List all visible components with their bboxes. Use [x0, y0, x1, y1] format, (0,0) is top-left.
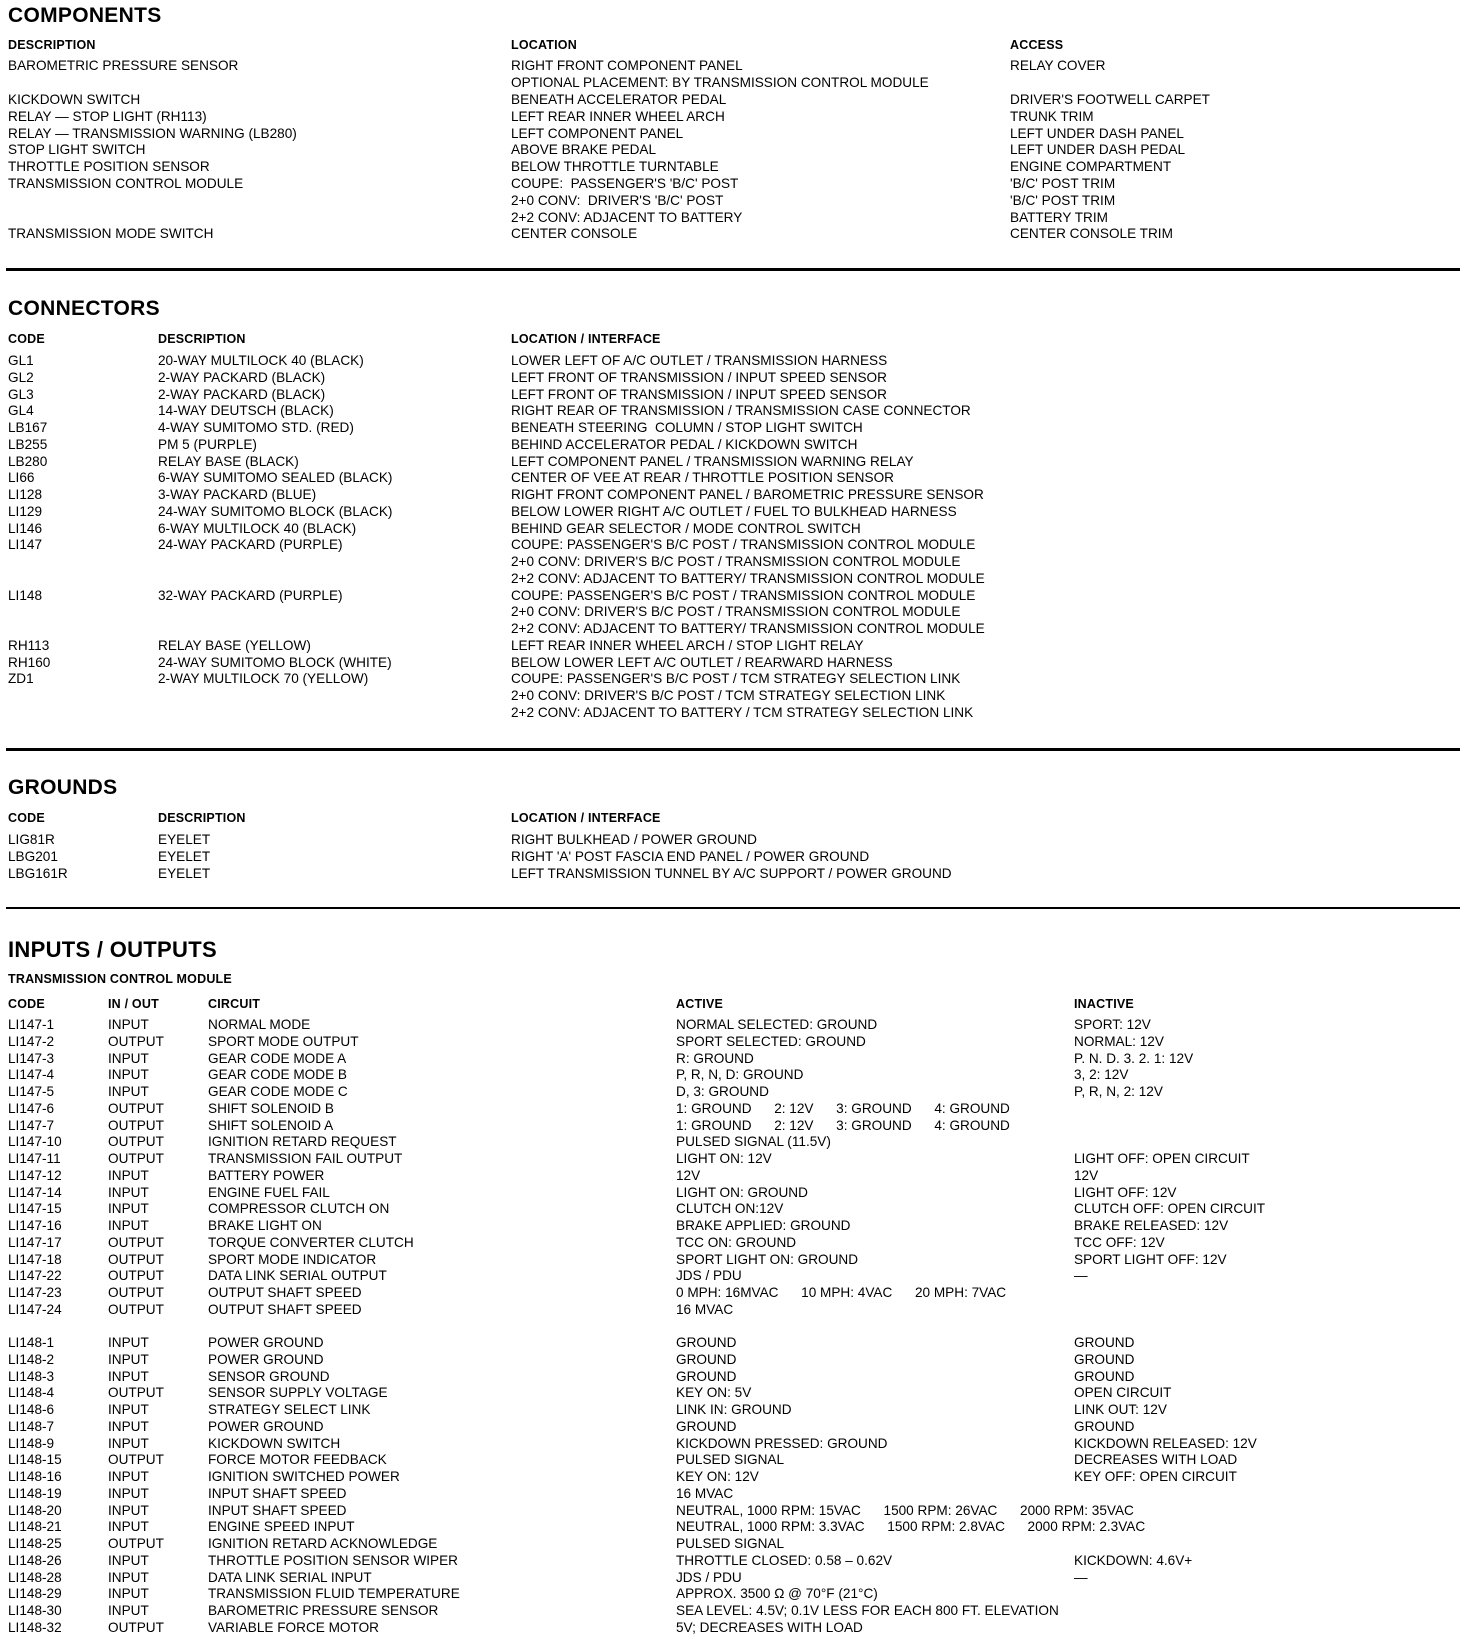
component-access: TRUNK TRIM — [1010, 109, 1094, 124]
component-access: CENTER CONSOLE TRIM — [1010, 226, 1173, 241]
io-code: LI148-25 — [8, 1536, 62, 1551]
connector-code: GL1 — [8, 353, 34, 368]
io-code: LI148-28 — [8, 1569, 62, 1585]
io-inactive: KICKDOWN RELEASED: 12V — [1074, 1435, 1257, 1451]
io-inout: INPUT — [108, 1368, 149, 1384]
io-circuit: SENSOR SUPPLY VOLTAGE — [208, 1385, 388, 1401]
io-active: LIGHT ON: GROUND — [676, 1184, 808, 1200]
io-header-inout: IN / OUT — [108, 997, 159, 1011]
io-inout: OUTPUT — [108, 1134, 164, 1150]
io-inactive: — — [1074, 1569, 1088, 1585]
io-code: LI147-16 — [8, 1218, 62, 1233]
io-inactive: SPORT: 12V — [1074, 1017, 1151, 1032]
io-code: LI148-20 — [8, 1502, 62, 1518]
connectors-header-description: DESCRIPTION — [158, 332, 246, 346]
io-inactive: KICKDOWN: 4.6V+ — [1074, 1552, 1193, 1568]
io-inactive: OPEN CIRCUIT — [1074, 1385, 1172, 1401]
io-inout: OUTPUT — [108, 1234, 164, 1250]
ground-description: EYELET — [158, 865, 211, 881]
ground-code: LBG161R — [8, 865, 68, 881]
io-inout: OUTPUT — [108, 1301, 164, 1317]
io-header-active: ACTIVE — [676, 997, 724, 1011]
io-header-code: CODE — [8, 997, 45, 1011]
connector-location: COUPE: PASSENGER'S B/C POST / TCM STRATEGY SELECTION LINK 2+0 CONV: DRIVER'S B/C POST / TCM STRATEGY SELECTION LINK 2+2 CONV: ADJACENT TO BATTERY / TCM STRATEGY SELECTION LINK — [511, 671, 974, 720]
io-inout: INPUT — [108, 1469, 149, 1484]
connector-location: LEFT REAR INNER WHEEL ARCH / STOP LIGHT RELAY — [511, 637, 864, 653]
grounds-header-location: LOCATION / INTERFACE — [511, 811, 661, 825]
connector-code: LB255 — [8, 436, 48, 452]
io-inactive: KEY OFF: OPEN CIRCUIT — [1074, 1469, 1237, 1484]
divider — [6, 907, 1460, 909]
io-active: SPORT SELECTED: GROUND — [676, 1033, 866, 1049]
io-active: LIGHT ON: 12V — [676, 1151, 772, 1166]
divider — [6, 748, 1460, 751]
io-active: KICKDOWN PRESSED: GROUND — [676, 1435, 888, 1451]
io-active: THROTTLE CLOSED: 0.58 – 0.62V — [676, 1552, 893, 1568]
connector-location: CENTER OF VEE AT REAR / THROTTLE POSITION SENSOR — [511, 470, 894, 486]
io-circuit: IGNITION RETARD REQUEST — [208, 1134, 397, 1150]
io-inactive: NORMAL: 12V — [1074, 1033, 1164, 1049]
connector-location: RIGHT REAR OF TRANSMISSION / TRANSMISSION CASE CONNECTOR — [511, 403, 971, 419]
io-code: LI148-1 — [8, 1335, 55, 1350]
io-inout: OUTPUT — [108, 1151, 164, 1166]
io-code: LI147-1 — [8, 1017, 55, 1032]
grounds-header-description: DESCRIPTION — [158, 811, 246, 825]
io-inout: INPUT — [108, 1067, 149, 1083]
io-inout: INPUT — [108, 1418, 149, 1434]
ground-code: LBG201 — [8, 848, 58, 864]
io-inout: INPUT — [108, 1603, 149, 1618]
io-circuit: SENSOR GROUND — [208, 1368, 330, 1384]
io-inout: OUTPUT — [108, 1268, 164, 1284]
io-circuit: DATA LINK SERIAL OUTPUT — [208, 1268, 387, 1284]
connector-description: 14-WAY DEUTSCH (BLACK) — [158, 403, 334, 419]
io-active: PULSED SIGNAL — [676, 1536, 785, 1551]
io-inout: OUTPUT — [108, 1117, 164, 1133]
io-active: CLUTCH ON:12V — [676, 1201, 784, 1217]
io-circuit: DATA LINK SERIAL INPUT — [208, 1569, 372, 1585]
io-code: LI148-9 — [8, 1435, 55, 1451]
component-description: TRANSMISSION MODE SWITCH — [8, 226, 214, 241]
io-inout: OUTPUT — [108, 1251, 164, 1267]
connector-location: COUPE: PASSENGER'S B/C POST / TRANSMISSION CONTROL MODULE 2+0 CONV: DRIVER'S B/C POST / TRANSMISSION CONTROL MODULE 2+2 CONV: ADJACENT TO BATTERY/ TRANSMISSION CONTROL MODULE — [511, 537, 985, 586]
io-active: 1: GROUND 2: 12V 3: GROUND 4: GROUND — [676, 1117, 1010, 1133]
io-active: KEY ON: 12V — [676, 1469, 759, 1484]
connector-code: LI146 — [8, 520, 43, 536]
connector-description: 24-WAY PACKARD (PURPLE) — [158, 537, 343, 553]
connector-description: 2-WAY PACKARD (BLACK) — [158, 369, 326, 385]
component-location: LEFT COMPONENT PANEL — [511, 126, 684, 141]
ground-location: RIGHT 'A' POST FASCIA END PANEL / POWER GROUND — [511, 848, 870, 864]
component-location: BENEATH ACCELERATOR PEDAL — [511, 92, 727, 107]
connector-location: RIGHT FRONT COMPONENT PANEL / BAROMETRIC PRESSURE SENSOR — [511, 487, 984, 502]
io-inout: INPUT — [108, 1184, 149, 1200]
connector-description: 3-WAY PACKARD (BLUE) — [158, 487, 317, 502]
io-inout: INPUT — [108, 1351, 149, 1367]
connector-location: LOWER LEFT OF A/C OUTLET / TRANSMISSION HARNESS — [511, 353, 888, 368]
io-code: LI147-22 — [8, 1268, 62, 1284]
component-access: LEFT UNDER DASH PEDAL — [1010, 142, 1185, 157]
io-subtitle: TRANSMISSION CONTROL MODULE — [8, 972, 232, 986]
components-header-location: LOCATION — [511, 38, 577, 52]
io-active: R: GROUND — [676, 1050, 754, 1066]
io-active: GROUND — [676, 1368, 737, 1384]
io-code: LI147-10 — [8, 1134, 62, 1150]
component-description: STOP LIGHT SWITCH — [8, 142, 146, 157]
io-circuit: TRANSMISSION FAIL OUTPUT — [208, 1151, 403, 1166]
io-circuit: GEAR CODE MODE B — [208, 1067, 347, 1083]
component-location: ABOVE BRAKE PEDAL — [511, 142, 657, 157]
component-description: THROTTLE POSITION SENSOR — [8, 159, 210, 174]
io-inout: INPUT — [108, 1335, 149, 1350]
component-access: 'B/C' POST TRIM 'B/C' POST TRIM BATTERY TRIM — [1010, 176, 1116, 225]
connector-location: LEFT FRONT OF TRANSMISSION / INPUT SPEED SENSOR — [511, 386, 887, 402]
connector-description: 2-WAY MULTILOCK 70 (YELLOW) — [158, 671, 369, 687]
io-inout: OUTPUT — [108, 1536, 164, 1551]
io-code: LI147-17 — [8, 1234, 62, 1250]
io-inout: INPUT — [108, 1435, 149, 1451]
io-active: SEA LEVEL: 4.5V; 0.1V LESS FOR EACH 800 FT. ELEVATION — [676, 1603, 1059, 1618]
component-description: KICKDOWN SWITCH — [8, 92, 141, 107]
ground-description: EYELET — [158, 832, 211, 847]
io-circuit: GEAR CODE MODE C — [208, 1084, 348, 1099]
io-active: 12V — [676, 1167, 701, 1183]
connectors-title: CONNECTORS — [8, 297, 160, 320]
io-circuit: THROTTLE POSITION SENSOR WIPER — [208, 1552, 458, 1568]
connector-code: LI66 — [8, 470, 35, 486]
io-inout: INPUT — [108, 1519, 149, 1535]
connector-location: BELOW LOWER LEFT A/C OUTLET / REARWARD HARNESS — [511, 654, 893, 670]
io-active: SPORT LIGHT ON: GROUND — [676, 1251, 859, 1267]
io-circuit: OUTPUT SHAFT SPEED — [208, 1301, 362, 1317]
component-access: DRIVER'S FOOTWELL CARPET — [1010, 92, 1210, 107]
connector-description: 6-WAY SUMITOMO SEALED (BLACK) — [158, 470, 393, 486]
connector-code: LI147 — [8, 537, 43, 553]
io-code: LI147-6 — [8, 1100, 55, 1116]
io-code: LI147-15 — [8, 1201, 62, 1217]
io-inout: INPUT — [108, 1050, 149, 1066]
connector-description: 24-WAY SUMITOMO BLOCK (BLACK) — [158, 503, 393, 519]
io-circuit: STRATEGY SELECT LINK — [208, 1402, 371, 1417]
connector-location: COUPE: PASSENGER'S B/C POST / TRANSMISSION CONTROL MODULE 2+0 CONV: DRIVER'S B/C POST / TRANSMISSION CONTROL MODULE 2+2 CONV: ADJACENT TO BATTERY/ TRANSMISSION CONTROL MODULE — [511, 587, 985, 637]
components-title: COMPONENTS — [8, 4, 162, 27]
io-code: LI147-7 — [8, 1117, 55, 1133]
io-active: 16 MVAC — [676, 1301, 734, 1317]
ground-location: RIGHT BULKHEAD / POWER GROUND — [511, 832, 757, 847]
io-inout: INPUT — [108, 1201, 149, 1217]
io-inout: INPUT — [108, 1084, 149, 1099]
io-inout: INPUT — [108, 1017, 149, 1032]
io-code: LI147-18 — [8, 1251, 62, 1267]
io-circuit: SHIFT SOLENOID B — [208, 1100, 334, 1116]
io-inactive: P, R, N, 2: 12V — [1074, 1084, 1163, 1099]
io-header-circuit: CIRCUIT — [208, 997, 261, 1011]
io-active: 16 MVAC — [676, 1485, 734, 1501]
io-inout: OUTPUT — [108, 1100, 164, 1116]
io-circuit: INPUT SHAFT SPEED — [208, 1502, 347, 1518]
io-inout: OUTPUT — [108, 1452, 164, 1468]
connectors-header-code: CODE — [8, 332, 45, 346]
connector-code: RH160 — [8, 654, 51, 670]
io-active: GROUND — [676, 1418, 737, 1434]
io-circuit: TRANSMISSION FLUID TEMPERATURE — [208, 1586, 460, 1602]
io-inactive: 3, 2: 12V — [1074, 1067, 1129, 1083]
io-active: JDS / PDU — [676, 1268, 742, 1284]
io-inactive: GROUND — [1074, 1418, 1135, 1434]
io-active: APPROX. 3500 Ω @ 70°F (21°C) — [676, 1586, 878, 1602]
io-inactive: — — [1074, 1268, 1088, 1284]
io-circuit: KICKDOWN SWITCH — [208, 1435, 341, 1451]
io-inactive: P. N. D. 3. 2. 1: 12V — [1074, 1050, 1194, 1066]
io-active: P, R, N, D: GROUND — [676, 1067, 804, 1083]
io-code: LI147-11 — [8, 1151, 61, 1166]
io-active: GROUND — [676, 1335, 737, 1350]
component-location: LEFT REAR INNER WHEEL ARCH — [511, 109, 725, 124]
io-code: LI148-26 — [8, 1552, 62, 1568]
io-circuit: POWER GROUND — [208, 1335, 324, 1350]
io-code: LI148-4 — [8, 1385, 55, 1401]
divider — [6, 268, 1460, 271]
component-location: RIGHT FRONT COMPONENT PANEL OPTIONAL PLACEMENT: BY TRANSMISSION CONTROL MODULE — [511, 58, 929, 90]
connectors-header-location: LOCATION / INTERFACE — [511, 332, 661, 346]
io-active: PULSED SIGNAL (11.5V) — [676, 1134, 831, 1150]
io-circuit: SPORT MODE INDICATOR — [208, 1251, 377, 1267]
io-inout: INPUT — [108, 1167, 149, 1183]
io-inactive: 12V — [1074, 1167, 1099, 1183]
io-inout: OUTPUT — [108, 1385, 164, 1401]
io-active: NEUTRAL, 1000 RPM: 15VAC 1500 RPM: 26VAC 2000 RPM: 35VAC — [676, 1502, 1134, 1518]
component-location: BELOW THROTTLE TURNTABLE — [511, 159, 719, 174]
connector-description: 32-WAY PACKARD (PURPLE) — [158, 587, 343, 603]
io-circuit: POWER GROUND — [208, 1418, 324, 1434]
io-active: 5V; DECREASES WITH LOAD — [676, 1619, 863, 1635]
io-circuit: VARIABLE FORCE MOTOR — [208, 1619, 379, 1635]
io-inactive: BRAKE RELEASED: 12V — [1074, 1218, 1229, 1233]
ground-code: LIG81R — [8, 832, 55, 847]
io-code: LI148-7 — [8, 1418, 55, 1434]
io-code: LI147-23 — [8, 1285, 62, 1300]
connector-code: GL2 — [8, 369, 34, 385]
io-code: LI148-16 — [8, 1469, 62, 1484]
io-circuit: OUTPUT SHAFT SPEED — [208, 1285, 362, 1300]
io-code: LI148-29 — [8, 1586, 62, 1602]
io-code: LI148-3 — [8, 1368, 55, 1384]
io-inout: INPUT — [108, 1402, 149, 1417]
connector-code: LI128 — [8, 487, 43, 502]
io-inactive: DECREASES WITH LOAD — [1074, 1452, 1238, 1468]
io-code: LI147-2 — [8, 1033, 55, 1049]
io-circuit: BATTERY POWER — [208, 1167, 325, 1183]
io-circuit: SPORT MODE OUTPUT — [208, 1033, 359, 1049]
io-inactive: CLUTCH OFF: OPEN CIRCUIT — [1074, 1201, 1266, 1217]
io-code: LI147-12 — [8, 1167, 62, 1183]
io-circuit: IGNITION SWITCHED POWER — [208, 1469, 400, 1484]
component-location: COUPE: PASSENGER'S 'B/C' POST 2+0 CONV: DRIVER'S 'B/C' POST 2+2 CONV: ADJACENT TO BATTERY — [511, 176, 743, 225]
io-inout: INPUT — [108, 1586, 149, 1602]
component-description: RELAY — STOP LIGHT (RH113) — [8, 109, 207, 124]
connector-code: LI148 — [8, 587, 43, 603]
io-circuit: GEAR CODE MODE A — [208, 1050, 347, 1066]
io-code: LI147-4 — [8, 1067, 55, 1083]
io-code: LI148-19 — [8, 1485, 62, 1501]
io-inactive: GROUND — [1074, 1335, 1135, 1350]
io-inout: INPUT — [108, 1218, 149, 1233]
connector-location: BENEATH STEERING COLUMN / STOP LIGHT SWITCH — [511, 420, 863, 435]
connector-description: PM 5 (PURPLE) — [158, 436, 257, 452]
component-access: LEFT UNDER DASH PANEL — [1010, 126, 1184, 141]
io-inactive: LIGHT OFF: OPEN CIRCUIT — [1074, 1151, 1250, 1166]
io-inout: INPUT — [108, 1485, 149, 1501]
connector-location: BEHIND GEAR SELECTOR / MODE CONTROL SWITCH — [511, 520, 861, 536]
io-circuit: INPUT SHAFT SPEED — [208, 1485, 347, 1501]
io-code: LI148-32 — [8, 1619, 62, 1635]
connector-location: LEFT COMPONENT PANEL / TRANSMISSION WARNING RELAY — [511, 453, 914, 469]
connector-description: 2-WAY PACKARD (BLACK) — [158, 386, 326, 402]
io-circuit: FORCE MOTOR FEEDBACK — [208, 1452, 387, 1468]
component-description: TRANSMISSION CONTROL MODULE — [8, 176, 244, 191]
connector-location: LEFT FRONT OF TRANSMISSION / INPUT SPEED SENSOR — [511, 369, 887, 385]
io-code: LI147-24 — [8, 1301, 62, 1317]
connector-code: LB167 — [8, 420, 48, 435]
io-circuit: BAROMETRIC PRESSURE SENSOR — [208, 1603, 439, 1618]
io-active: GROUND — [676, 1351, 737, 1367]
io-circuit: BRAKE LIGHT ON — [208, 1218, 322, 1233]
io-inactive: TCC OFF: 12V — [1074, 1234, 1165, 1250]
io-active: 1: GROUND 2: 12V 3: GROUND 4: GROUND — [676, 1100, 1010, 1116]
io-active: BRAKE APPLIED: GROUND — [676, 1218, 851, 1233]
io-inactive: GROUND — [1074, 1351, 1135, 1367]
io-circuit: NORMAL MODE — [208, 1017, 311, 1032]
component-location: CENTER CONSOLE — [511, 226, 638, 241]
io-active: KEY ON: 5V — [676, 1385, 752, 1401]
connector-description: 4-WAY SUMITOMO STD. (RED) — [158, 420, 354, 435]
ground-description: EYELET — [158, 848, 211, 864]
io-inout: INPUT — [108, 1552, 149, 1568]
connector-location: BELOW LOWER RIGHT A/C OUTLET / FUEL TO BULKHEAD HARNESS — [511, 503, 957, 519]
io-inout: OUTPUT — [108, 1285, 164, 1300]
io-code: LI148-15 — [8, 1452, 62, 1468]
connector-description: 24-WAY SUMITOMO BLOCK (WHITE) — [158, 654, 392, 670]
io-code: LI147-3 — [8, 1050, 55, 1066]
connector-code: LB280 — [8, 453, 48, 469]
component-description: RELAY — TRANSMISSION WARNING (LB280) — [8, 126, 297, 141]
io-inout: INPUT — [108, 1502, 149, 1518]
components-header-description: DESCRIPTION — [8, 38, 96, 52]
component-description: BAROMETRIC PRESSURE SENSOR — [8, 58, 239, 73]
connector-location: BEHIND ACCELERATOR PEDAL / KICKDOWN SWITCH — [511, 436, 858, 452]
io-code: LI147-14 — [8, 1184, 62, 1200]
io-code: LI148-30 — [8, 1603, 62, 1618]
connector-code: ZD1 — [8, 671, 34, 687]
io-active: NORMAL SELECTED: GROUND — [676, 1017, 878, 1032]
io-code: LI147-5 — [8, 1084, 55, 1099]
io-active: JDS / PDU — [676, 1569, 742, 1585]
connector-description: 20-WAY MULTILOCK 40 (BLACK) — [158, 353, 364, 368]
io-active: 0 MPH: 16MVAC 10 MPH: 4VAC 20 MPH: 7VAC — [676, 1285, 1007, 1300]
components-header-access: ACCESS — [1010, 38, 1064, 52]
connector-code: GL4 — [8, 403, 34, 419]
io-code: LI148-21 — [8, 1519, 62, 1535]
io-active: TCC ON: GROUND — [676, 1234, 797, 1250]
io-active: PULSED SIGNAL — [676, 1452, 785, 1468]
io-circuit: POWER GROUND — [208, 1351, 324, 1367]
io-circuit: SHIFT SOLENOID A — [208, 1117, 334, 1133]
io-code: LI148-2 — [8, 1351, 55, 1367]
io-inactive: GROUND — [1074, 1368, 1135, 1384]
io-circuit: COMPRESSOR CLUTCH ON — [208, 1201, 390, 1217]
connector-description: 6-WAY MULTILOCK 40 (BLACK) — [158, 520, 357, 536]
io-code: LI148-6 — [8, 1402, 55, 1417]
io-inactive: LINK OUT: 12V — [1074, 1402, 1167, 1417]
io-header-inactive: INACTIVE — [1074, 997, 1134, 1011]
connector-code: LI129 — [8, 503, 43, 519]
connector-description: RELAY BASE (BLACK) — [158, 453, 299, 469]
io-inout: OUTPUT — [108, 1033, 164, 1049]
io-circuit: ENGINE SPEED INPUT — [208, 1519, 355, 1535]
io-active: NEUTRAL, 1000 RPM: 3.3VAC 1500 RPM: 2.8VAC 2000 RPM: 2.3VAC — [676, 1519, 1146, 1535]
grounds-title: GROUNDS — [8, 776, 118, 799]
io-inout: OUTPUT — [108, 1619, 164, 1635]
io-circuit: TORQUE CONVERTER CLUTCH — [208, 1234, 414, 1250]
io-active: LINK IN: GROUND — [676, 1402, 792, 1417]
io-circuit: ENGINE FUEL FAIL — [208, 1184, 330, 1200]
ground-location: LEFT TRANSMISSION TUNNEL BY A/C SUPPORT / POWER GROUND — [511, 865, 952, 881]
io-active: D, 3: GROUND — [676, 1084, 769, 1099]
io-circuit: IGNITION RETARD ACKNOWLEDGE — [208, 1536, 438, 1551]
io-inout: INPUT — [108, 1569, 149, 1585]
connector-description: RELAY BASE (YELLOW) — [158, 637, 311, 653]
io-title: INPUTS / OUTPUTS — [8, 937, 217, 962]
connector-code: RH113 — [8, 637, 50, 653]
grounds-header-code: CODE — [8, 811, 45, 825]
io-inactive: SPORT LIGHT OFF: 12V — [1074, 1251, 1227, 1267]
io-inactive: LIGHT OFF: 12V — [1074, 1184, 1177, 1200]
component-access: ENGINE COMPARTMENT — [1010, 159, 1172, 174]
connector-code: GL3 — [8, 386, 34, 402]
component-access: RELAY COVER — [1010, 58, 1106, 73]
